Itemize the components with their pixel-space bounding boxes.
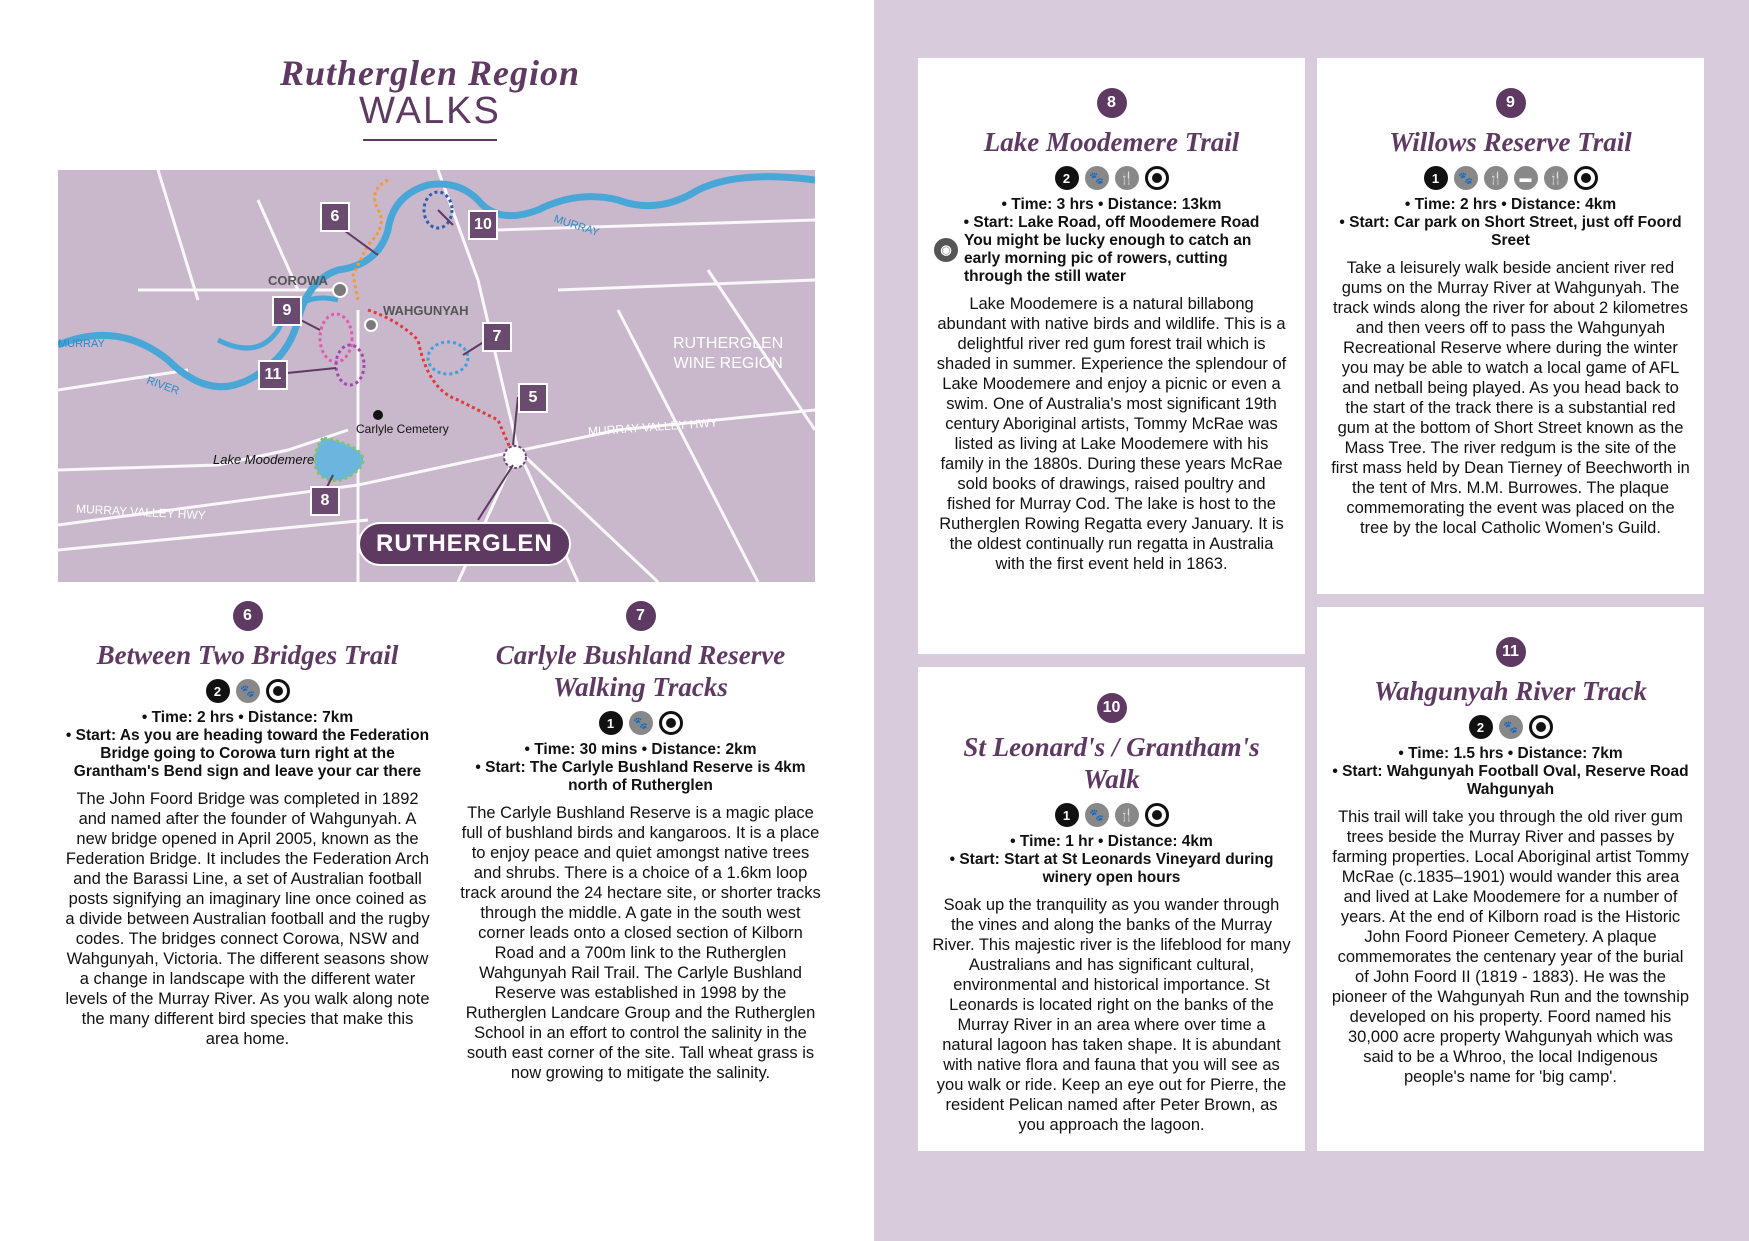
paw-icon: 🐾	[1085, 803, 1109, 827]
map-label-wahgunyah: WAHGUNYAH	[383, 303, 469, 318]
walk-6-start: • Start: As you are heading toward the Federation Bridge going to Corowa turn right at the Grantham's Bend sign and leave your car there	[65, 727, 430, 780]
trail-9	[320, 314, 352, 362]
walk-8-body: Lake Moodemere is a natural billabong abundant with native birds and wildlife. This is a delightful river red gum forest trail which is shaded in summer. Experience the splendour of Lake Moodemere and enjoy a picnic or even a swim. One of Australia's most significant 19th century Aboriginal artists, Tommy McRae was listed as living at Lake Moodemere with his family in the 1880s. During these years McRae sold books of drawings, raised poultry and fished for Murray Cod. The lake is host to the Rutherglen Rowing Regatta every January. It is the oldest continually run regatta in Australia with the first event held in 1863.	[936, 295, 1287, 573]
walk-10-start: • Start: Start at St Leonards Vineyard during winery open hours	[949, 851, 1274, 886]
walk-7-number: 7	[626, 601, 656, 631]
walk-9-time: • Time: 2 hrs • Distance: 4km	[1404, 196, 1617, 213]
header-title-line2: WALKS	[359, 90, 501, 132]
wahgunyah-dot	[365, 319, 377, 331]
walk-11-section	[1331, 637, 1690, 1087]
walk-7-title: Carlyle Bushland Reserve Walking Tracks	[495, 640, 786, 702]
map-marker-11: 11	[258, 360, 288, 390]
header-underline	[363, 139, 497, 141]
walk-6-body: The John Foord Bridge was completed in 1892 and named after the founder of Wahgunyah. A new bridge opened in April 2005, known as the Federation Bridge. It includes the Federation Arch and the Barassi Line, a set of Australian football posts signifying an imaginary line once coined as a divide between Australian football and the rugby codes. The bridges connect Corowa, NSW and Wahgunyah, Victoria. The different seasons show a change in landscape with the different water levels of the Murray River. As you walk along note the many different bird species that make this area home.	[65, 790, 430, 1048]
difficulty-1-icon: 1	[1424, 166, 1448, 190]
walk-10-icons	[932, 803, 1291, 827]
marker-leaders	[268, 210, 518, 520]
walk-8-number: 8	[1097, 88, 1127, 118]
walk-7-icons	[458, 711, 823, 735]
difficulty-2-icon: 2	[206, 679, 230, 703]
map-rutherglen-label: RUTHERGLEN	[358, 522, 571, 566]
walk-10-card	[918, 667, 1305, 1151]
walk-8-card	[918, 58, 1305, 654]
walk-7-body: The Carlyle Bushland Reserve is a magic place full of bushland birds and kangaroos. It is a place to enjoy peace and quiet amongst native trees and shrubs. There is a choice of a 1.6km loop track around the 24 hectare site, or shorter tracks through the middle. A gate in the south west corner leads onto a closed section of Kilborn Road and a 700m link to the Rutherglen Wahgunyah Rail Trail. The Carlyle Bushland Reserve was established in 1998 by the Rutherglen Landcare Group and the Rutherglen School in an effort to control the salinity in the south east corner of the site. Tall wheat grass is now growing to mitigate the salinity.	[460, 804, 821, 1082]
map-label-murray-left: MURRAY	[58, 338, 105, 350]
paw-icon: 🐾	[236, 679, 260, 703]
region-map	[58, 170, 815, 582]
walk-10-section	[932, 693, 1291, 1135]
picnic-icon: 🍴	[1544, 166, 1568, 190]
walk-7-time: • Time: 30 mins • Distance: 2km	[524, 741, 757, 758]
walk-8-start: • Start: Lake Road, off Moodemere Road	[963, 214, 1260, 231]
corowa-dot	[333, 283, 347, 297]
walk-9-card	[1317, 58, 1704, 594]
map-label-murray-valley-hwy-right: MURRAY VALLEY HWY	[587, 415, 719, 439]
map-label-lake-moodemere: Lake Moodemere	[213, 452, 315, 467]
rutherglen-dot	[504, 446, 526, 468]
picnic-icon: 🍴	[1115, 803, 1139, 827]
walk-8-time: • Time: 3 hrs • Distance: 13km	[1001, 196, 1222, 213]
walk-6-icons	[65, 679, 430, 703]
map-label-murray-valley-hwy-left: MURRAY VALLEY HWY	[75, 501, 207, 523]
difficulty-1-icon: 1	[1055, 803, 1079, 827]
target-icon	[1529, 715, 1553, 739]
walk-6-title: Between Two Bridges Trail	[96, 640, 399, 670]
paw-icon: 🐾	[1454, 166, 1478, 190]
map-marker-9: 9	[272, 296, 302, 326]
walk-9-title: Willows Reserve Trail	[1389, 127, 1632, 157]
walk-11-start: • Start: Wahgunyah Football Oval, Reserve Road Wahgunyah	[1332, 763, 1689, 798]
walk-10-time: • Time: 1 hr • Distance: 4km	[1010, 833, 1213, 850]
walk-8-title: Lake Moodemere Trail	[983, 127, 1240, 157]
map-marker-6: 6	[320, 202, 350, 232]
cemetery-dot	[373, 410, 383, 420]
paw-icon: 🐾	[1085, 166, 1109, 190]
camera-icon: ◉	[934, 238, 958, 262]
walk-8-section	[934, 88, 1289, 574]
map-marker-8: 8	[310, 486, 340, 516]
walk-11-time: • Time: 1.5 hrs • Distance: 7km	[1398, 745, 1623, 762]
paw-icon: 🐾	[629, 711, 653, 735]
walk-11-body: This trail will take you through the old river gum trees beside the Murray River and passes by farming properties. Local Aboriginal artist Tommy McRae (c.1835–1901) would wander this area and lived at Lake Moodemere for a number of years. At the end of Kilborn road is the Historic John Foord Pioneer Cemetery. A plaque commemorates the centenary year of the burial of John Foord II (1819 - 1883). He was the pioneer of the Wahgunyah Run and the township developed on his property. Foord named his 30,000 acre property Wahgunyah which was said to be a Whroo, the local Indigenous people's name for 'big camp'.	[1331, 808, 1690, 1086]
walk-10-number: 10	[1097, 693, 1127, 723]
difficulty-2-icon: 2	[1055, 166, 1079, 190]
walk-11-icons	[1331, 715, 1690, 739]
bbq-icon: 🍴	[1484, 166, 1508, 190]
walk-11-card	[1317, 607, 1704, 1151]
target-icon	[1574, 166, 1598, 190]
walk-9-start: • Start: Car park on Short Street, just off Foord Sreet	[1339, 214, 1682, 249]
page-header	[260, 52, 600, 141]
walk-10-title: St Leonard's / Grantham's Walk	[963, 732, 1260, 794]
picnic-icon: 🍴	[1115, 166, 1139, 190]
map-label-wine-region: RUTHERGLEN WINE REGION	[673, 335, 784, 372]
walk-9-section	[1331, 88, 1690, 538]
walk-11-number: 11	[1496, 637, 1526, 667]
target-icon	[659, 711, 683, 735]
walk-8-tip	[934, 232, 1289, 286]
map-label-river: RIVER	[144, 374, 181, 398]
trail-7	[428, 342, 468, 374]
lake-moodemere	[315, 438, 363, 480]
difficulty-1-icon: 1	[599, 711, 623, 735]
map-label-murray-top: MURRAY	[552, 213, 601, 239]
map-marker-10: 10	[468, 210, 498, 240]
target-icon	[1145, 803, 1169, 827]
walk-6-section	[65, 601, 430, 1049]
target-icon	[266, 679, 290, 703]
walk-8-icons	[934, 166, 1289, 190]
map-label-carlyle-cemetery: Carlyle Cemetery	[356, 422, 449, 436]
walk-9-body: Take a leisurely walk beside ancient river red gums on the Murray River at Wahgunyah. The track winds along the river for about 2 kilometres and then veers off to pass the Wahgunyah Recreational Reserve where during the winter you may be able to watch a local game of AFL and netball being played. As you head back to the start of the track there is a substantial red gum at the bottom of Short Street known as the Mass Tree. The river redgum is the site of the first mass held by Dean Tierney of Beechworth in the tent of Mrs. M.M. Burrowes. The plaque commemorating the event was placed on the tree by the local Catholic Women's Guild.	[1331, 259, 1690, 537]
walk-6-time: • Time: 2 hrs • Distance: 7km	[141, 709, 354, 726]
walk-7-start: • Start: The Carlyle Bushland Reserve is 4km north of Rutherglen	[475, 759, 806, 794]
walk-9-number: 9	[1496, 88, 1526, 118]
target-icon	[1145, 166, 1169, 190]
map-marker-7: 7	[482, 322, 512, 352]
map-marker-5: 5	[518, 383, 548, 413]
header-title-line1: Rutherglen Region	[279, 53, 581, 93]
walk-7-section	[458, 601, 823, 1083]
walk-9-icons	[1331, 166, 1690, 190]
walk-10-body: Soak up the tranquility as you wander through the vines and along the banks of the Murray River. This majestic river is the lifeblood for many Australians and has significant cultural, environmental and historical importance. St Leonards is located right on the banks of the Murray River in an area where over time a natural lagoon has taken shape. It is abundant with native flora and fauna that you will see as you walk or ride. Keep an eye out for Pierre, the resident Pelican named after Peter Brown, as you approach the lagoon.	[932, 896, 1291, 1134]
difficulty-2-icon: 2	[1469, 715, 1493, 739]
map-label-corowa: COROWA	[268, 273, 328, 288]
bench-icon: ▬	[1514, 166, 1538, 190]
walk-6-number: 6	[233, 601, 263, 631]
walk-8-tip-text: You might be lucky enough to catch an early morning pic of rowers, cutting through the still water	[964, 232, 1252, 285]
walk-11-title: Wahgunyah River Track	[1373, 676, 1648, 706]
paw-icon: 🐾	[1499, 715, 1523, 739]
